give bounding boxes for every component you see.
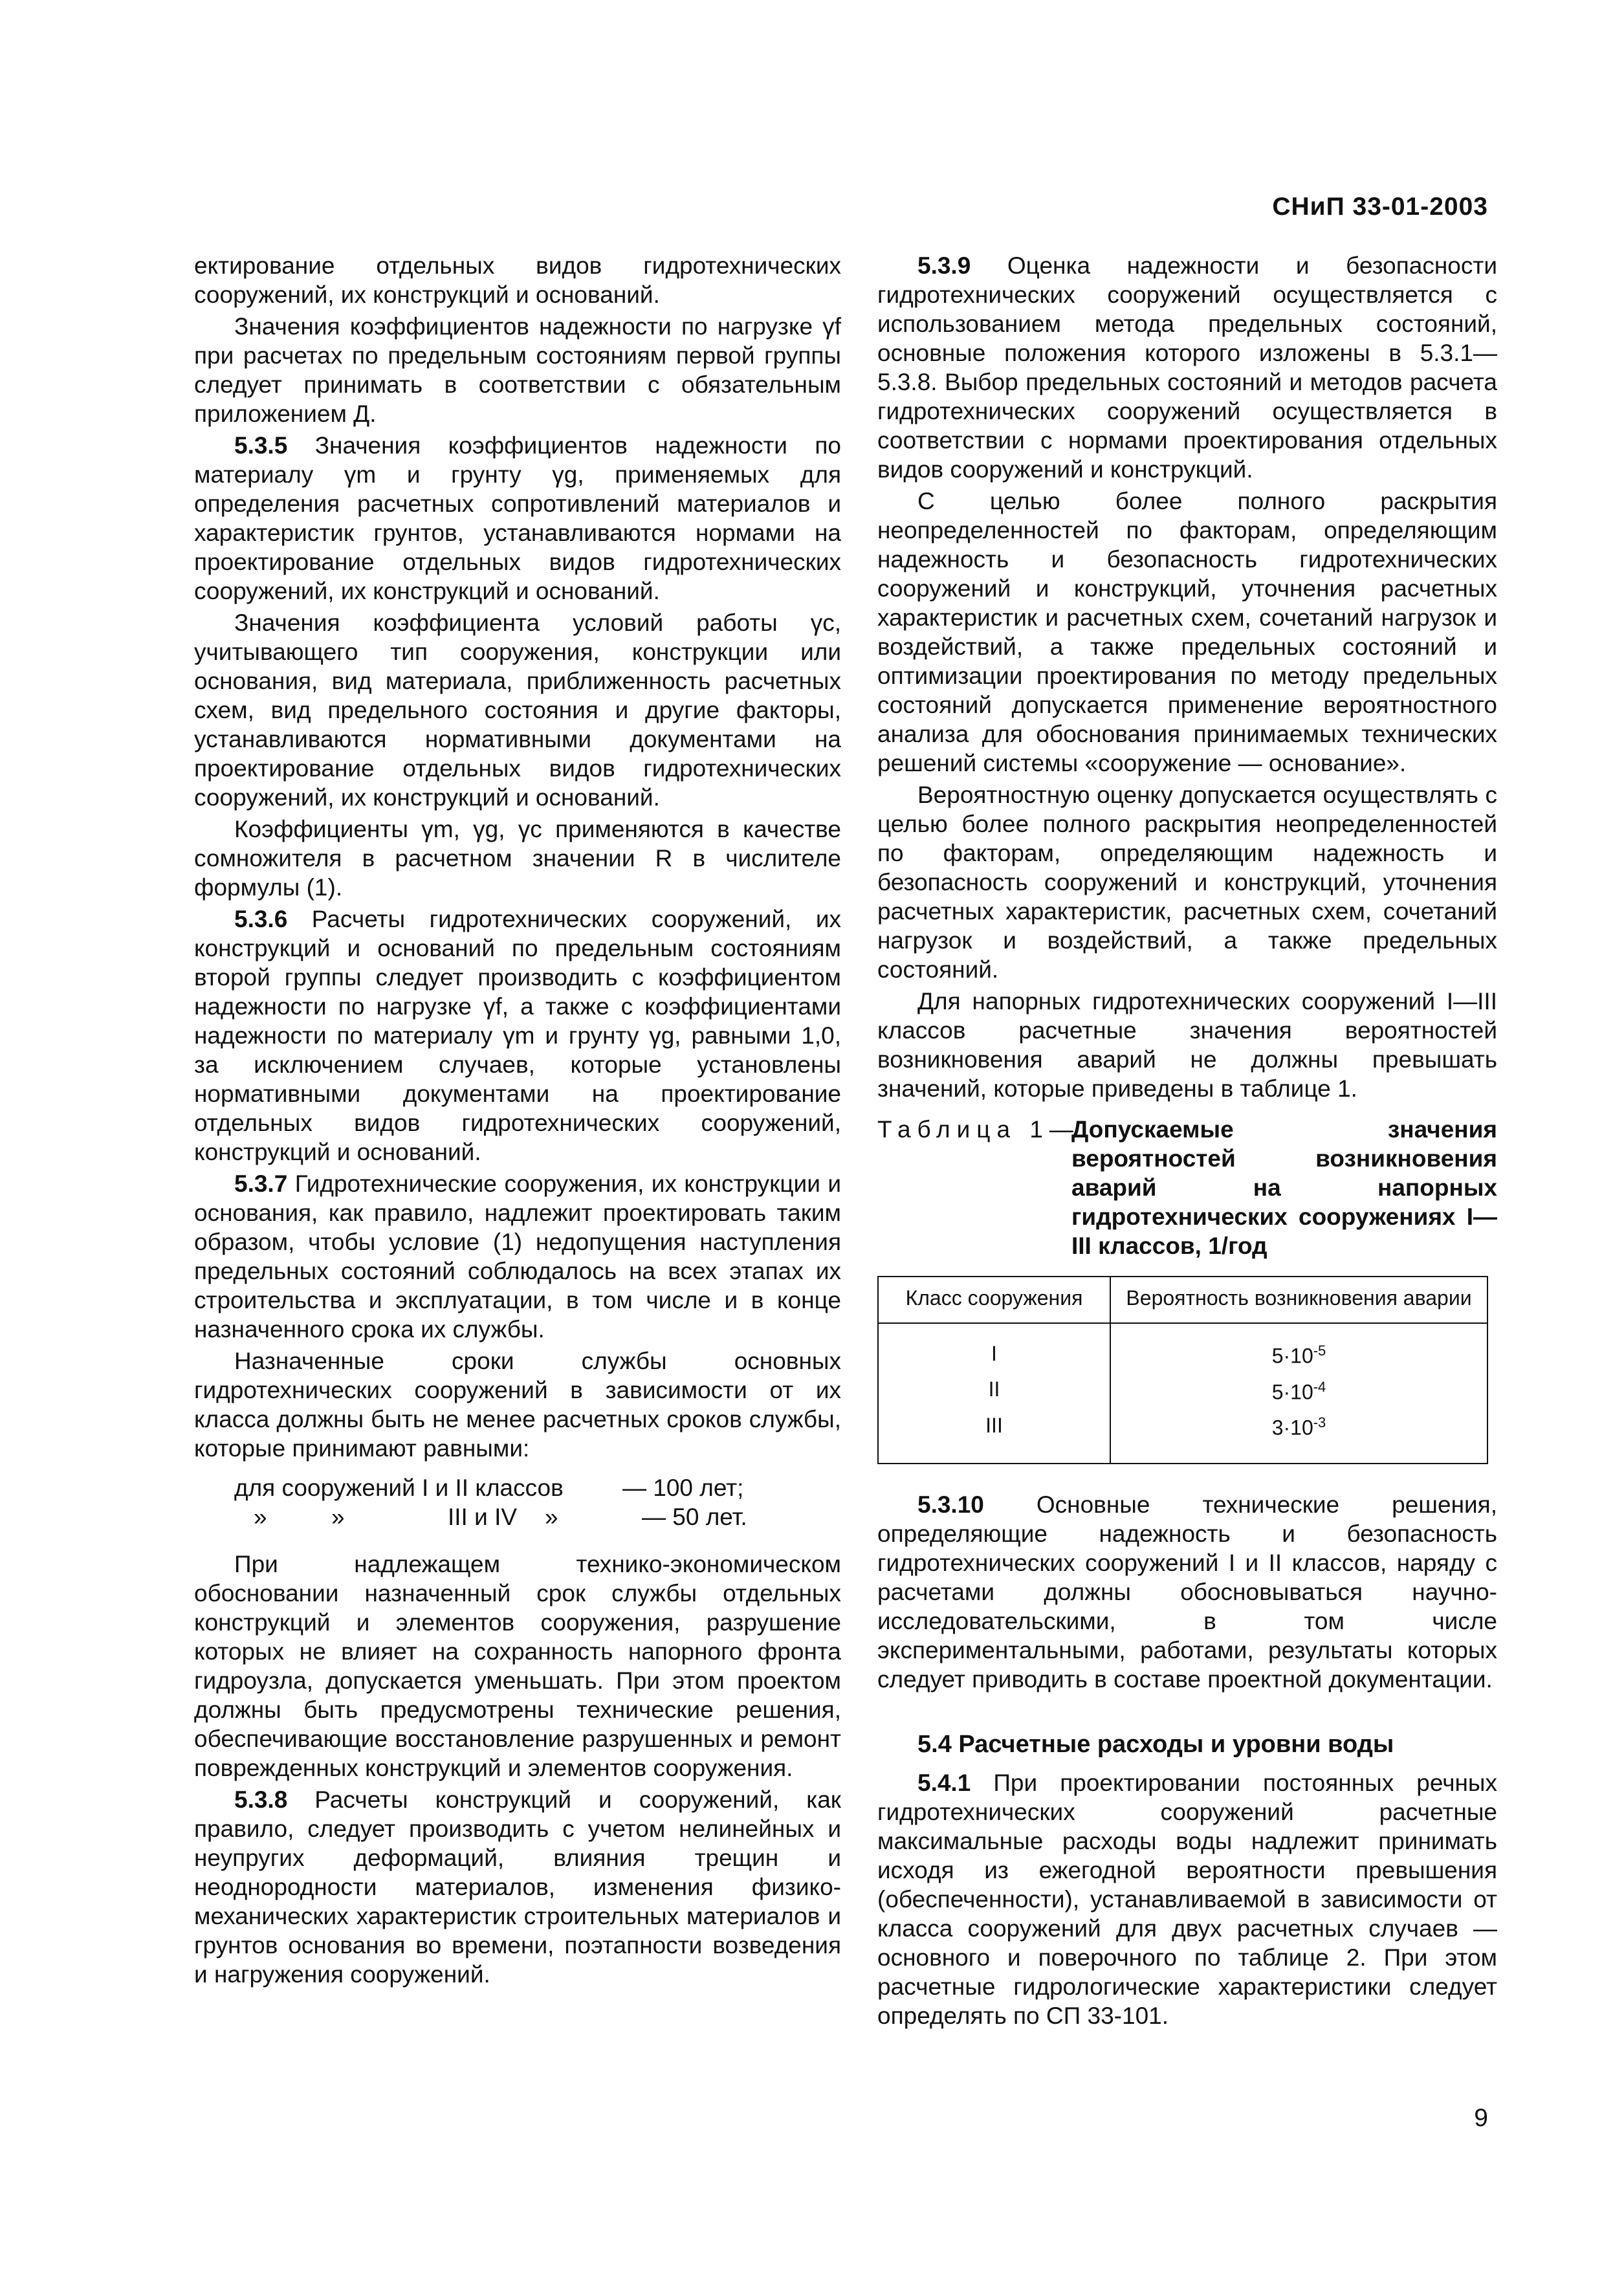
probability-table bbox=[877, 1276, 1488, 1464]
ditto-mark: » bbox=[254, 1504, 267, 1530]
paragraph-5-3-9 bbox=[877, 251, 1497, 484]
right-column bbox=[877, 251, 1497, 2033]
probability-base: 3·10 bbox=[1271, 1416, 1313, 1440]
probability-base: 5·10 bbox=[1271, 1380, 1313, 1404]
service-life-row bbox=[234, 1473, 841, 1502]
service-life-list bbox=[234, 1473, 841, 1531]
clause-number: 5.3.8 bbox=[234, 1786, 288, 1813]
clause-text: Расчеты гидротехнических сооружений, их конструкций и оснований по предельным состояниям второй группы следует производить с коэффициентом надежности по нагрузке γf, а также с коэффициентами надежности по материалу γm и грунту γg, равными 1,0, за исключением случаев, которые установлены нормативными документами на проектирование отдельных видов гидротехнических сооружений, конструкций и оснований. bbox=[194, 906, 841, 1165]
class-cell: II bbox=[878, 1372, 1110, 1408]
paragraph-5-4-1 bbox=[877, 1768, 1497, 2030]
paragraph: Значения коэффициентов надежности по нагрузке γf при расчетах по предельным состояниям первой группы следует принимать в соответствии с обязательным приложением Д. bbox=[194, 313, 841, 427]
service-life-label: для сооружений I и II классов bbox=[234, 1475, 564, 1501]
clause-text: При проектировании постоянных речных гидротехнических сооружений расчетные максимальные расходы воды надлежит принимать исходя из ежегодной вероятности превышения (обеспеченности), устанавливаемой в зависимости от класса сооружений для двух расчетных случаев — основного и поверочного по таблице 2. При этом расчетные гидрологические характеристики следует определять по СП 33-101. bbox=[877, 1769, 1497, 2029]
class-cell: I bbox=[878, 1323, 1110, 1372]
clause-text: Значения коэффициентов надежности по материалу γm и грунту γg, применяемых для определения расчетных сопротивлений материалов и характеристик грунтов, устанавливаются нормами на проектирование отдельных видов гидротехнических сооружений, их конструкций и оснований. bbox=[194, 432, 841, 604]
table-row bbox=[878, 1372, 1487, 1408]
paragraph-5-3-10 bbox=[877, 1490, 1497, 1694]
section-heading: 5.4 Расчетные расходы и уровни воды bbox=[917, 1730, 1394, 1758]
table-label: Таблица 1— bbox=[877, 1116, 1080, 1143]
document-code: СНиП 33-01-2003 bbox=[1272, 193, 1488, 221]
service-life-value: — 100 лет; bbox=[622, 1475, 744, 1501]
clause-number: 5.3.6 bbox=[234, 906, 288, 932]
paragraph: Значения коэффициента условий работы γc, учитывающего тип сооружения, конструкции или основания, вид материала, приближенность расчетных схем, вид предельного состояния и другие факторы, устанавливаются нормативными документами на проектирование отдельных видов гидротехнических сооружений, их конструкций и оснований. bbox=[194, 609, 841, 811]
page-number: 9 bbox=[1474, 2104, 1488, 2132]
paragraph: При надлежащем технико-экономическом обосновании назначенный срок службы отдельных конструкций и элементов сооружения, разрушение которых не влияет на сохранность напорного фронта гидроузла, допускается уменьшать. При этом проектом должны быть предусмотрены технические решения, обеспечивающие восстановление разрушенных и ремонт поврежденных конструкций и элементов сооружения. bbox=[194, 1551, 841, 1781]
paragraph: Коэффициенты γm, γg, γc применяются в качестве сомножителя в расчетном значении R в числителе формулы (1). bbox=[194, 816, 841, 901]
clause-number: 5.3.9 bbox=[917, 252, 971, 279]
clause-number: 5.4.1 bbox=[917, 1769, 971, 1796]
left-column bbox=[194, 251, 841, 1991]
probability-exponent: -5 bbox=[1313, 1343, 1326, 1359]
table-title: Допускаемые значения вероятностей возникновения аварий на напорных гидротехнических сооружениях I—III классов, 1/год bbox=[1071, 1116, 1497, 1259]
paragraph: С целью более полного раскрытия неопределенностей по факторам, определяющим надежность и безопасность гидротехнических сооружений и конструкций, уточнения расчетных характеристик и расчетных схем, сочетаний нагрузок и воздействий, а также предельных состояний и оптимизации проектирования по методу предельных состояний допускается применение вероятностного анализа для обоснования принимаемых технических решений системы «сооружение — основание». bbox=[877, 488, 1497, 776]
paragraph-5-3-6 bbox=[194, 905, 841, 1167]
table-caption bbox=[877, 1115, 1497, 1260]
probability-exponent: -4 bbox=[1313, 1378, 1326, 1395]
ditto-mark: » bbox=[331, 1504, 345, 1530]
clause-number: 5.3.7 bbox=[234, 1170, 288, 1197]
probability-exponent: -3 bbox=[1313, 1414, 1326, 1431]
clause-text: Основные технические решения, определяющие надежность и безопасность гидротехнических сооружений I и II классов, наряду с расчетами должны обосновываться научно-исследовательскими, в том числе экспериментальными, работами, результаты которых следует приводить в составе проектной документации. bbox=[877, 1491, 1497, 1693]
table-header-row bbox=[878, 1277, 1487, 1323]
probability-cell bbox=[1110, 1372, 1487, 1408]
probability-cell bbox=[1110, 1323, 1487, 1372]
service-life-row bbox=[234, 1502, 841, 1531]
clause-text: Оценка надежности и безопасности гидротехнических сооружений осуществляется с использованием метода предельных состояний, основные положения которого изложены в 5.3.1—5.3.8. Выбор предельных состояний и методов расчета гидротехнических сооружений осуществляется в соответствии с нормами проектирования отдельных видов сооружений и конструкций. bbox=[877, 252, 1497, 483]
probability-base: 5·10 bbox=[1271, 1344, 1313, 1368]
table-header-cell: Вероятность возникновения аварии bbox=[1110, 1277, 1487, 1323]
table-header-cell: Класс сооружения bbox=[878, 1277, 1110, 1323]
paragraph: ектирование отдельных видов гидротехнических сооружений, их конструкций и оснований. bbox=[194, 252, 841, 308]
table-row bbox=[878, 1407, 1487, 1464]
paragraph: Вероятностную оценку допускается осуществлять с целью более полного раскрытия неопределенностей по факторам, определяющим надежность и безопасность сооружений и конструкций, уточнения расчетных характеристик, расчетных схем, сочетаний нагрузок и воздействий, а также предельных состояний. bbox=[877, 782, 1497, 983]
service-life-value: — 50 лет. bbox=[642, 1504, 747, 1530]
paragraph-5-3-5 bbox=[194, 431, 841, 606]
ditto-mark: » bbox=[545, 1504, 558, 1530]
paragraph-5-3-8 bbox=[194, 1785, 841, 1989]
probability-cell bbox=[1110, 1407, 1487, 1464]
paragraph: Для напорных гидротехнических сооружений I—III классов расчетные значения вероятностей возникновения аварий не должны превышать значений, которые приведены в таблице 1. bbox=[877, 988, 1497, 1102]
clause-text: Расчеты конструкций и сооружений, как правило, следует производить с учетом нелинейных и неупругих деформаций, влияния трещин и неоднородности материалов, изменения физико-механических характеристик строительных материалов и грунтов основания во времени, поэтапности возведения и нагружения сооружений. bbox=[194, 1786, 841, 1988]
service-life-label: III и IV bbox=[448, 1504, 518, 1530]
paragraph-5-3-7 bbox=[194, 1169, 841, 1344]
clause-text: Гидротехнические сооружения, их конструкции и основания, как правило, надлежит проектировать таким образом, чтобы условие (1) недопущения наступления предельных состояний соблюдалось на всех этапах их строительства и эксплуатации, в том числе и в конце назначенного срока их службы. bbox=[194, 1170, 841, 1343]
paragraph: Назначенные сроки службы основных гидротехнических сооружений в зависимости от их класса должны быть не менее расчетных сроков службы, которые принимают равными: bbox=[194, 1348, 841, 1462]
clause-number: 5.3.5 bbox=[234, 432, 288, 459]
class-cell: III bbox=[878, 1407, 1110, 1464]
table-row bbox=[878, 1323, 1487, 1372]
clause-number: 5.3.10 bbox=[917, 1491, 984, 1518]
